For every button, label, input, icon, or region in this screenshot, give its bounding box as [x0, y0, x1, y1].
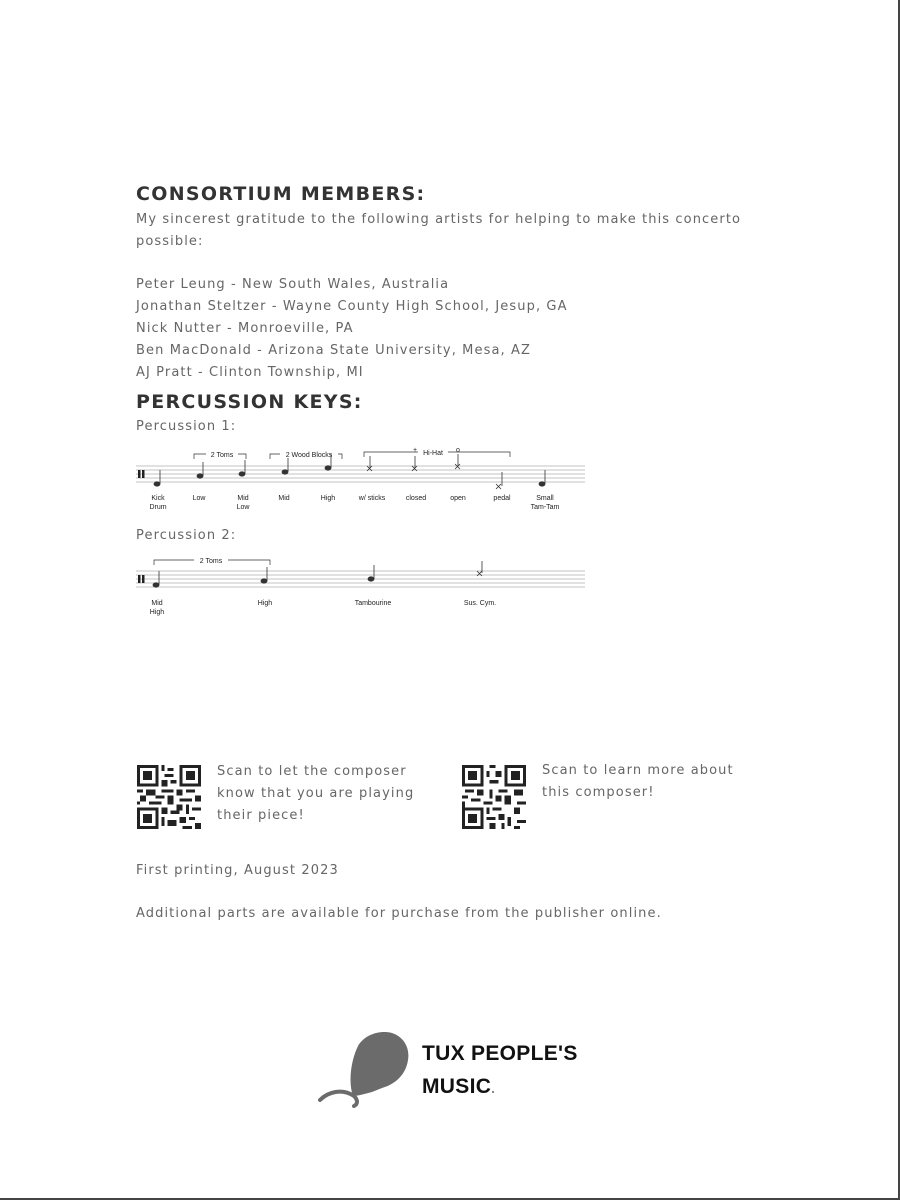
- member-item: Nick Nutter - Monroeville, PA: [136, 321, 354, 336]
- qr-left-text-line2: know that you are playing: [217, 786, 415, 801]
- qr-left-text-line3: their piece!: [217, 808, 305, 823]
- instrument-label: High: [257, 600, 273, 607]
- printing-note: First printing, August 2023: [136, 863, 339, 878]
- member-item: Peter Leung - New South Wales, Australia: [136, 277, 450, 292]
- instrument-label: pedal: [493, 495, 511, 502]
- bracket-label: 2 Toms: [210, 452, 234, 459]
- instrument-label: Kick: [151, 495, 165, 502]
- instrument-label: Mid: [151, 600, 163, 607]
- percussion2-label: Percussion 2:: [136, 528, 237, 543]
- instrument-label: High: [149, 609, 165, 616]
- instrument-label: w/ sticks: [358, 495, 386, 502]
- svg-text:+: +: [412, 447, 418, 454]
- bracket-label: 2 Wood Blocks: [285, 452, 333, 459]
- consortium-intro-line2: possible:: [136, 234, 204, 249]
- consortium-heading: CONSORTIUM MEMBERS:: [136, 183, 426, 205]
- instrument-label: Tam-Tam: [530, 504, 560, 511]
- consortium-intro-line1: My sincerest gratitude to the following artists for helping to make this concerto: [136, 212, 742, 227]
- instrument-label: High: [320, 495, 336, 502]
- member-item: Jonathan Steltzer - Wayne County High School, Jesup, GA: [136, 299, 568, 314]
- publisher-logo-dot: .: [491, 1080, 496, 1096]
- percussion1-staff: [130, 444, 590, 519]
- percussion-clef-icon: [138, 470, 141, 478]
- publisher-name-line2: [422, 1075, 495, 1099]
- percussion1-label: Percussion 1:: [136, 419, 237, 434]
- publisher-logo-icon: [318, 1030, 414, 1108]
- instrument-label: Small: [536, 495, 554, 502]
- instrument-label: Mid: [237, 495, 249, 502]
- bracket-label: 2 Toms: [199, 558, 223, 565]
- qr-code-icon[interactable]: [137, 765, 201, 829]
- percussion-keys-heading: PERCUSSION KEYS:: [136, 391, 363, 413]
- instrument-label: Drum: [149, 504, 167, 511]
- instrument-label: Tambourine: [354, 600, 392, 607]
- instrument-label: open: [450, 495, 466, 502]
- instrument-label: Low: [192, 495, 206, 502]
- publisher-name-music: MUSIC: [422, 1075, 492, 1098]
- qr-right-text-line2: this composer!: [542, 785, 655, 800]
- qr-code-icon[interactable]: [462, 765, 526, 829]
- percussion-clef-icon: [138, 575, 141, 583]
- instrument-label: Mid: [278, 495, 290, 502]
- svg-text:o: o: [456, 447, 460, 454]
- percussion2-staff: [130, 553, 590, 623]
- bracket-label: Hi-Hat: [423, 450, 443, 457]
- instrument-label: closed: [405, 495, 427, 502]
- qr-left-text-line1: Scan to let the composer: [217, 764, 407, 779]
- publisher-name-line1: TUX PEOPLE'S: [422, 1042, 578, 1065]
- instrument-label: Sus. Cym.: [463, 600, 497, 607]
- instrument-label: Low: [236, 504, 250, 511]
- member-item: Ben MacDonald - Arizona State University, Mesa, AZ: [136, 343, 531, 358]
- qr-right-text-line1: Scan to learn more about: [542, 763, 734, 778]
- member-item: AJ Pratt - Clinton Township, MI: [136, 365, 364, 380]
- additional-parts-note: Additional parts are available for purchase from the publisher online.: [136, 906, 662, 921]
